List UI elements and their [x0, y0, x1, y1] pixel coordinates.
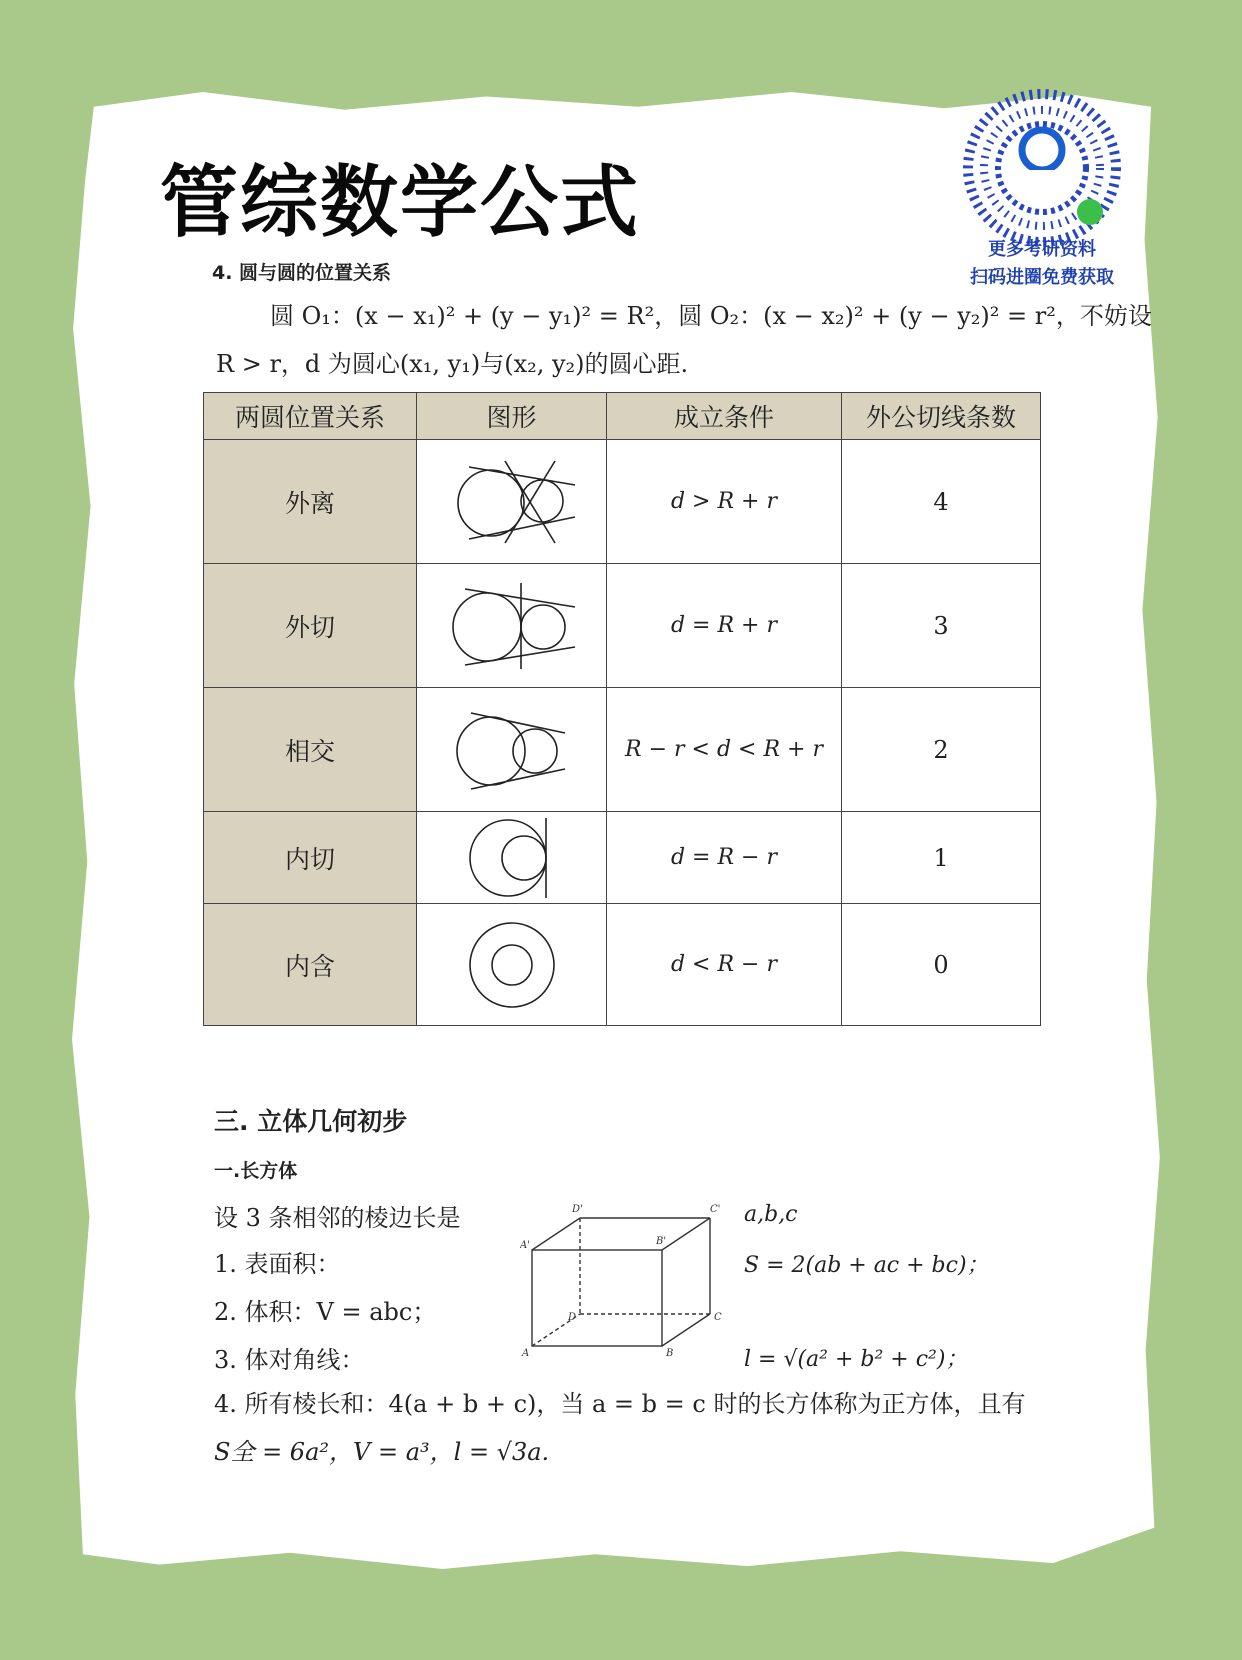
vertex-label: B'	[656, 1236, 667, 1247]
vertex-label: A'	[520, 1240, 530, 1251]
cuboid-subheading: 一.长方体	[214, 1160, 298, 1182]
qr-code	[962, 88, 1122, 248]
contained-circles-diagram	[462, 918, 562, 1012]
cube-formulas: S全 = 6a²，V = a³，l = √3a.	[214, 1438, 550, 1466]
relation-name: 外离	[204, 440, 417, 564]
relation-figure	[417, 440, 607, 564]
page-title: 管综数学公式	[160, 158, 641, 248]
table-row	[204, 904, 1041, 1026]
relation-name: 内含	[204, 904, 417, 1026]
circle-equations: 圆 O₁：(x − x₁)² + (y − y₁)² = R²，圆 O₂：(x − x₂)² + (y − y₂)² = r²，不妨设	[270, 302, 1152, 330]
table-row	[204, 564, 1041, 688]
table-header: 图形	[417, 393, 607, 440]
diagonal-label: 3. 体对角线：	[214, 1346, 365, 1374]
table-header: 两圆位置关系	[204, 393, 417, 440]
separate-circles-diagram	[447, 457, 577, 547]
promo-line2: 扫码进圈免费获取	[970, 267, 1114, 288]
cuboid-intro: 设 3 条相邻的棱边长是	[214, 1204, 461, 1232]
intersecting-circles-diagram	[447, 705, 577, 795]
tangent-count: 3	[842, 564, 1041, 688]
vertex-label: C'	[710, 1204, 721, 1215]
internally-tangent-diagram	[462, 816, 562, 900]
volume-formula: 2. 体积：V = abc；	[214, 1298, 437, 1326]
table-row	[204, 688, 1041, 812]
relation-figure	[417, 812, 607, 904]
vertex-label: C	[714, 1312, 722, 1323]
relation-figure	[417, 564, 607, 688]
tangent-count: 0	[842, 904, 1041, 1026]
distance-definition: R > r，d 为圆心(x₁, y₁)与(x₂, y₂)的圆心距.	[216, 350, 689, 378]
promo-line1: 更多考研资料	[988, 239, 1096, 260]
circle-relation-table	[203, 392, 1041, 1026]
geometry-heading: 三. 立体几何初步	[214, 1107, 408, 1136]
promo-text	[952, 236, 1132, 292]
table-row	[204, 812, 1041, 904]
vertex-label: D'	[572, 1204, 583, 1215]
relation-figure	[417, 688, 607, 812]
surface-area-label: 1. 表面积：	[214, 1250, 341, 1278]
relation-condition: d = R + r	[607, 564, 842, 688]
relation-condition: d < R − r	[607, 904, 842, 1026]
tangent-count: 1	[842, 812, 1041, 904]
section-heading: 4. 圆与圆的位置关系	[212, 262, 392, 284]
relation-name: 内切	[204, 812, 417, 904]
edge-variables: a,b,c	[744, 1202, 798, 1227]
edge-sum-formula: 4. 所有棱长和：4(a + b + c)，当 a = b = c 时的长方体称为正方体，且有	[214, 1390, 1026, 1418]
relation-name: 相交	[204, 688, 417, 812]
table-row	[204, 440, 1041, 564]
vertex-label: A	[522, 1348, 530, 1358]
surface-area-formula: S = 2(ab + ac + bc)；	[744, 1253, 989, 1278]
vertex-label: D	[568, 1312, 577, 1323]
table-header: 成立条件	[607, 393, 842, 440]
relation-name: 外切	[204, 564, 417, 688]
cuboid-diagram	[520, 1198, 730, 1358]
relation-condition: d > R + r	[607, 440, 842, 564]
relation-condition: R − r < d < R + r	[607, 688, 842, 812]
relation-condition: d = R − r	[607, 812, 842, 904]
externally-tangent-diagram	[447, 581, 577, 671]
diagonal-formula: l = √(a² + b² + c²)；	[744, 1347, 968, 1372]
relation-figure	[417, 904, 607, 1026]
tangent-count: 2	[842, 688, 1041, 812]
vertex-label: B	[666, 1348, 674, 1358]
table-header: 外公切线条数	[842, 393, 1041, 440]
tangent-count: 4	[842, 440, 1041, 564]
